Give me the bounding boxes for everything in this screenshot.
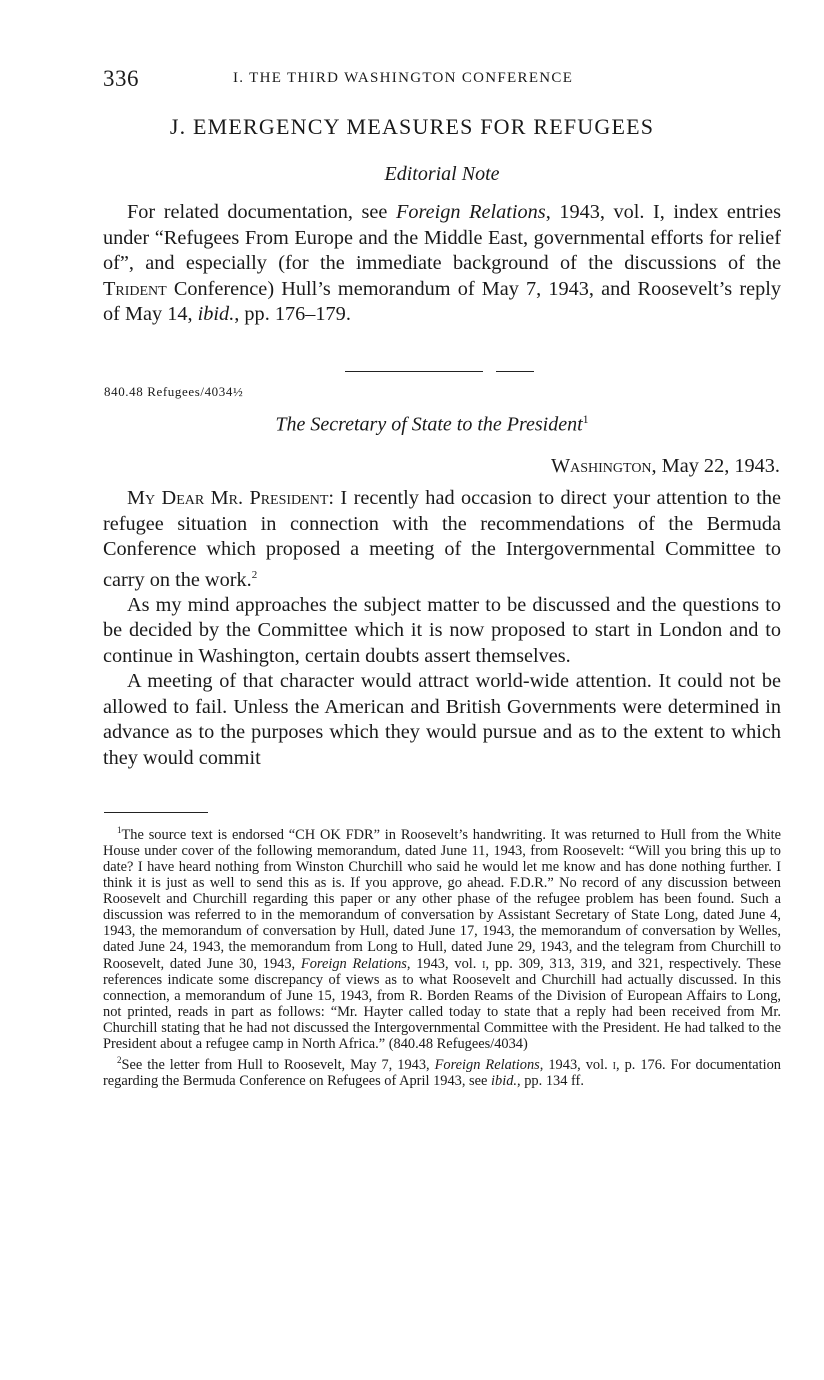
letter-paragraph: A meeting of that character would attract world-wide attention. It could not be allowed to fail. Unless the American and British Governments were determined in advance as to the purposes which they would pursue and as to the extent to which they would commit <box>103 670 781 769</box>
running-header <box>103 66 783 96</box>
footnote-marker: 1 <box>582 412 589 426</box>
document-title: The Secretary of State to the President$^1$ <box>275 412 589 436</box>
footnote-2: $^2$See the letter from Hull to Roosevelt, May 7, 1943, Foreign Relations, 1943, vol. i, p. 176. For documentation regarding the Bermuda Conference on Refugees of April 1943, see ibid., pp. 134 ff. <box>103 1055 781 1089</box>
page-number: 336 <box>103 66 139 91</box>
dateline <box>551 455 780 478</box>
footnote-marker: 2 <box>251 568 258 581</box>
letter-paragraph: As my mind approaches the subject matter to be discussed and the questions to be decided by the Committee which it is now proposed to start in London and to continue in Washington, certain doubts assert themselves. <box>103 593 781 667</box>
footnotes <box>103 822 781 1089</box>
file-reference: 840.48 Refugees/4034½ <box>104 384 244 399</box>
divider-short-segment <box>496 371 534 372</box>
editorial-note-heading: Editorial Note <box>384 163 500 185</box>
section-title: J. EMERGENCY MEASURES FOR REFUGEES <box>169 114 655 139</box>
letter-body <box>103 486 781 771</box>
running-title: I. THE THIRD WASHINGTON CONFERENCE <box>233 70 574 86</box>
divider-long-segment <box>345 371 483 372</box>
publication-title: Foreign Relations <box>395 201 546 223</box>
dateline-date: , May 22, 1943. <box>651 455 780 477</box>
dateline-place: Washington <box>550 455 652 477</box>
footnote-rule <box>104 812 208 813</box>
salutation: My Dear Mr. President <box>127 487 329 509</box>
conference-code-name: Trident <box>103 277 167 300</box>
letter-paragraph: My Dear Mr. President: I recently had occasion to direct your attention to the refugee situation in connection with the recommendations of the Bermuda Conference which proposed a meeting of the Intergovernmental Committee to carry on the work.$^2$ <box>103 487 781 591</box>
footnote-1: $^1$The source text is endorsed “CH OK FDR” in Roosevelt’s handwriting. It was returned to Hull from the White House under cover of the following memorandum, dated June 11, 1943, from Roosevelt: “Will you bring this up to date? I have heard nothing from Winston Churchill who said he would let me know and has done nothing further. I think it is just as well to send this as is. If you approve, go ahead. F.D.R.” No record of any discussion between Roosevelt and Churchill regarding this paper or any other phase of the refugee problem has been found. Such a discussion was referred to in the memorandum of conversation by Assistant Secretary of State Long, dated June 4, 1943, the memorandum of conversation by Hull, dated June 17, 1943, the memorandum of conversation by Welles, dated June 24, 1943, the memorandum from Long to Hull, dated June 29, 1943, and the telegram from Churchill to Roosevelt, dated June 30, 1943, Foreign Relations, 1943, vol. i, pp. 309, 313, 319, and 321, respectively. These references indicate some discrepancy of views as to what Roosevelt and Churchill had actually discussed. In this connection, a memorandum of June 15, 1943, from R. Borden Reams of the Division of European Affairs to Long, not printed, reads in part as follows: “Mr. Hayter called today to state that a reply had been received from Mr. Churchill stating that he had not discussed the Intergovernmental Committee with the President. He had talked to the President about a refugee camp in North Africa.” (840.48 Refugees/4034) <box>103 825 781 1053</box>
editorial-note-body: For related documentation, see Foreign Relations, 1943, vol. I, index entries under “Refugees From Europe and the Middle East, governmental efforts for relief of”, and especially (for the immediate background of the discussions of the Trident Conference) Hull’s memorandum of May 7, 1943, and Roosevelt’s reply of May 14, ibid., pp. 176–179. <box>103 201 781 325</box>
